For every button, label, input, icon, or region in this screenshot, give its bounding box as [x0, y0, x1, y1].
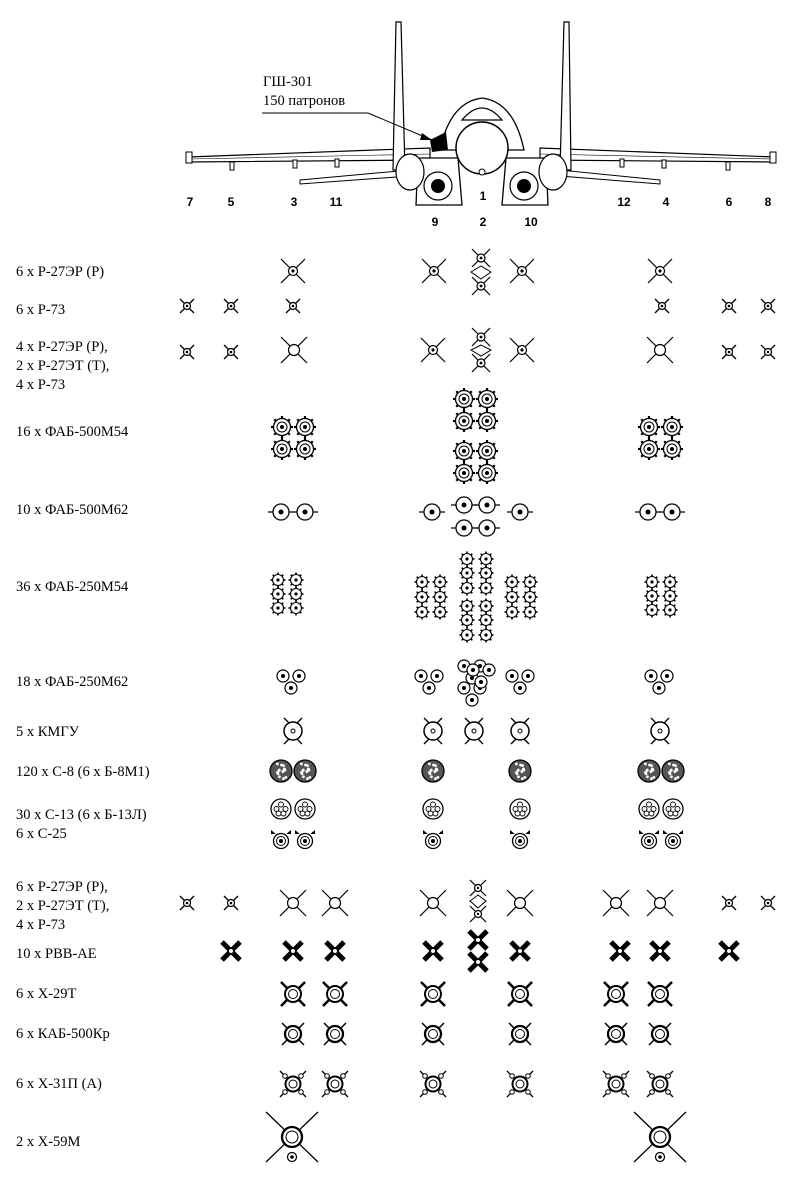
missile-symbol	[281, 259, 305, 283]
fab500m54-symbol	[453, 440, 475, 462]
fab250m54-symbol	[479, 613, 494, 628]
missile-symbol	[470, 880, 486, 896]
missile-symbol	[472, 277, 490, 295]
rvv-ae-symbol	[720, 942, 738, 960]
fab250m54-symbol	[460, 581, 475, 596]
fab250m54-symbol	[289, 587, 304, 602]
rvv-ae-symbol	[424, 942, 442, 960]
fab250m62-symbol	[293, 670, 305, 682]
x31p-symbol	[420, 1071, 446, 1097]
rvv-ae-symbol	[651, 942, 669, 960]
missile-symbol	[472, 328, 490, 346]
fab250m54-symbol	[433, 605, 448, 620]
fab500m54-symbol	[638, 416, 660, 438]
r73-symbol	[761, 345, 775, 359]
fab500m54-symbol	[476, 410, 498, 432]
fab250m62-symbol	[653, 682, 665, 694]
fab250m62-symbol	[467, 664, 479, 676]
rvv-ae-symbol	[611, 942, 629, 960]
row-label: 18 x ФАБ-250М62	[16, 674, 129, 690]
fab250m62-symbol	[475, 676, 487, 688]
x59m-symbol	[266, 1112, 318, 1162]
b13l-pod-symbol	[639, 799, 659, 819]
rvv-ae-symbol	[284, 942, 302, 960]
fab500m54-symbol	[294, 438, 316, 460]
fab500m62-symbol	[451, 497, 477, 513]
fab500m54-symbol	[453, 410, 475, 432]
x29t-symbol	[648, 982, 672, 1006]
missile-symbol	[422, 259, 446, 283]
s25-symbol	[423, 830, 443, 849]
missile-symbol	[510, 259, 534, 283]
fab250m62-symbol	[431, 670, 443, 682]
b13l-pod-symbol	[295, 799, 315, 819]
fab500m54-symbol	[453, 388, 475, 410]
pylon-number: 4	[662, 195, 670, 209]
fab500m54-symbol	[271, 416, 293, 438]
r73-symbol	[722, 896, 736, 910]
row-label: 6 x Р-73	[16, 302, 66, 318]
fab250m54-symbol	[505, 590, 520, 605]
stores-grid	[180, 249, 775, 1162]
b8m1-pod-symbol	[270, 760, 292, 782]
row-label: 10 x РВВ-АЕ	[16, 946, 97, 962]
b8m1-pod-symbol	[294, 760, 316, 782]
fab250m54-symbol	[460, 613, 475, 628]
pylon-number: 6	[725, 195, 733, 209]
fab250m62-symbol	[522, 670, 534, 682]
fab500m62-symbol	[419, 504, 445, 520]
missile-symbol	[472, 249, 490, 267]
fab500m54-symbol	[271, 438, 293, 460]
fab250m62-symbol	[506, 670, 518, 682]
fab500m54-symbol	[476, 388, 498, 410]
row-label: 30 x С-13 (6 x Б-13Л) 6 x С-25	[16, 807, 147, 842]
fab500m54-symbol	[661, 438, 683, 460]
pylon-number: 3	[290, 195, 298, 209]
pylon-numbers	[187, 189, 772, 229]
fab250m54-symbol	[460, 628, 475, 643]
r27-symbol	[281, 337, 307, 363]
fab250m54-symbol	[460, 552, 475, 567]
r73-symbol	[722, 345, 736, 359]
r27-symbol	[647, 337, 673, 363]
missile-symbol	[648, 259, 672, 283]
fab500m54-symbol	[476, 440, 498, 462]
row-label: 6 x Р-27ЭР (Р), 2 x Р-27ЭТ (Т), 4 x Р-73	[16, 879, 110, 933]
fab250m54-symbol	[663, 603, 678, 618]
fab250m54-symbol	[645, 603, 660, 618]
rvv-ae-symbol	[469, 931, 487, 949]
s25-symbol	[663, 830, 683, 849]
s25-symbol	[639, 830, 659, 849]
fab250m54-symbol	[479, 628, 494, 643]
pylon-number: 9	[431, 215, 439, 229]
fab250m62-symbol	[277, 670, 289, 682]
r27-symbol	[507, 890, 533, 916]
fab500m62-symbol	[451, 520, 477, 536]
kmgu-symbol	[465, 718, 483, 744]
fab250m62-symbol	[466, 694, 478, 706]
fab250m54-symbol	[433, 590, 448, 605]
fab250m62-symbol	[514, 682, 526, 694]
pylon-number: 10	[524, 215, 538, 229]
r73-symbol	[224, 345, 238, 359]
fab250m54-symbol	[460, 566, 475, 581]
missile-symbol	[421, 338, 445, 362]
r73-symbol	[655, 299, 669, 313]
b13l-pod-symbol	[271, 799, 291, 819]
fab250m62-symbol	[645, 670, 657, 682]
fab250m54-symbol	[415, 590, 430, 605]
row-label: 16 x ФАБ-500М54	[16, 424, 129, 440]
x31p-symbol	[603, 1071, 629, 1097]
fab250m54-symbol	[289, 573, 304, 588]
missile-symbol	[510, 338, 534, 362]
s25-symbol	[510, 830, 530, 849]
fab250m62-symbol	[423, 682, 435, 694]
fab500m54-symbol	[294, 416, 316, 438]
pylon-number: 12	[617, 195, 631, 209]
r27-symbol	[280, 890, 306, 916]
x31p-symbol	[647, 1071, 673, 1097]
fab250m54-symbol	[460, 599, 475, 614]
rvv-ae-symbol	[469, 953, 487, 971]
kab500kr-symbol	[509, 1023, 531, 1045]
rvv-ae-symbol	[326, 942, 344, 960]
kmgu-symbol	[511, 718, 529, 744]
pylon-number: 5	[227, 195, 235, 209]
kab500kr-symbol	[422, 1023, 444, 1045]
x29t-symbol	[281, 982, 305, 1006]
rvv-ae-symbol	[222, 942, 240, 960]
kmgu-symbol	[651, 718, 669, 744]
row-label: 120 x С-8 (6 x Б-8М1)	[16, 764, 150, 780]
fab250m54-symbol	[523, 575, 538, 590]
kmgu-symbol	[424, 718, 442, 744]
row-label: 6 x Х-29Т	[16, 986, 77, 1002]
fab250m54-symbol	[415, 575, 430, 590]
r73-symbol	[761, 896, 775, 910]
x31p-symbol	[507, 1071, 533, 1097]
kab500kr-symbol	[605, 1023, 627, 1045]
b13l-pod-symbol	[510, 799, 530, 819]
row-label: 6 x КАБ-500Кр	[16, 1026, 110, 1042]
gun-label: ГШ-301 150 патронов	[263, 74, 346, 109]
fab500m62-symbol	[507, 504, 533, 520]
kab500kr-symbol	[282, 1023, 304, 1045]
fab500m62-symbol	[659, 504, 685, 520]
fab500m62-symbol	[474, 497, 500, 513]
rvv-ae-symbol	[511, 942, 529, 960]
s25-symbol	[295, 830, 315, 849]
r73-symbol	[224, 299, 238, 313]
b8m1-pod-symbol	[638, 760, 660, 782]
fab500m62-symbol	[292, 504, 318, 520]
row-label: 4 x Р-27ЭР (Р), 2 x Р-27ЭТ (Т), 4 x Р-73	[16, 339, 110, 393]
fab250m54-symbol	[505, 575, 520, 590]
r73-symbol	[180, 896, 194, 910]
fab500m62-symbol	[268, 504, 294, 520]
x31p-symbol	[280, 1071, 306, 1097]
b8m1-pod-symbol	[422, 760, 444, 782]
fab250m54-symbol	[479, 581, 494, 596]
pylon-number: 8	[764, 195, 772, 209]
missile-symbol	[472, 354, 490, 372]
fab250m54-symbol	[479, 552, 494, 567]
x29t-symbol	[323, 982, 347, 1006]
fab250m54-symbol	[271, 601, 286, 616]
r27-symbol	[420, 890, 446, 916]
r73-symbol	[761, 299, 775, 313]
r73-symbol	[180, 345, 194, 359]
row-label: 10 x ФАБ-500М62	[16, 502, 129, 518]
r73-symbol	[180, 299, 194, 313]
fab250m54-symbol	[505, 605, 520, 620]
b13l-pod-symbol	[423, 799, 443, 819]
x29t-symbol	[604, 982, 628, 1006]
r27-symbol	[322, 890, 348, 916]
x59m-symbol	[634, 1112, 686, 1162]
b8m1-pod-symbol	[509, 760, 531, 782]
fab250m54-symbol	[645, 575, 660, 590]
row-label: 2 x Х-59М	[16, 1134, 81, 1150]
fab250m54-symbol	[415, 605, 430, 620]
x31p-symbol	[322, 1071, 348, 1097]
fab250m54-symbol	[271, 587, 286, 602]
fab250m54-symbol	[479, 599, 494, 614]
s25-symbol	[271, 830, 291, 849]
row-label: 36 x ФАБ-250М54	[16, 579, 129, 595]
fab250m62-symbol	[285, 682, 297, 694]
fab500m62-symbol	[474, 520, 500, 536]
fab250m62-symbol	[458, 682, 470, 694]
fab250m54-symbol	[479, 566, 494, 581]
row-label: 5 x КМГУ	[16, 724, 79, 740]
b13l-pod-symbol	[663, 799, 683, 819]
r73-symbol	[722, 299, 736, 313]
r27-symbol	[603, 890, 629, 916]
r27-symbol	[647, 890, 673, 916]
fab250m62-symbol	[483, 664, 495, 676]
kab500kr-symbol	[324, 1023, 346, 1045]
pylon-number: 1	[479, 189, 487, 203]
pylon-number: 7	[186, 195, 194, 209]
fab500m62-symbol	[635, 504, 661, 520]
fab250m54-symbol	[663, 589, 678, 604]
b8m1-pod-symbol	[662, 760, 684, 782]
fab250m54-symbol	[645, 589, 660, 604]
fab500m54-symbol	[476, 462, 498, 484]
fab250m62-symbol	[415, 670, 427, 682]
row-label: 6 x Р-27ЭР (Р)	[16, 264, 105, 280]
pylon-number: 11	[329, 195, 343, 209]
fab250m54-symbol	[663, 575, 678, 590]
fab250m54-symbol	[271, 573, 286, 588]
x29t-symbol	[508, 982, 532, 1006]
fab250m54-symbol	[289, 601, 304, 616]
row-label: 6 x Х-31П (А)	[16, 1076, 102, 1092]
x29t-symbol	[421, 982, 445, 1006]
fab500m54-symbol	[453, 462, 475, 484]
fab500m54-symbol	[638, 438, 660, 460]
kab500kr-symbol	[649, 1023, 671, 1045]
r73-symbol	[224, 896, 238, 910]
kmgu-symbol	[284, 718, 302, 744]
fab250m54-symbol	[523, 590, 538, 605]
pylon-number: 2	[479, 215, 487, 229]
fab500m54-symbol	[661, 416, 683, 438]
r73-symbol	[286, 299, 300, 313]
aircraft-front-view	[186, 22, 776, 205]
fab250m54-symbol	[433, 575, 448, 590]
fab250m62-symbol	[661, 670, 673, 682]
fab250m54-symbol	[523, 605, 538, 620]
